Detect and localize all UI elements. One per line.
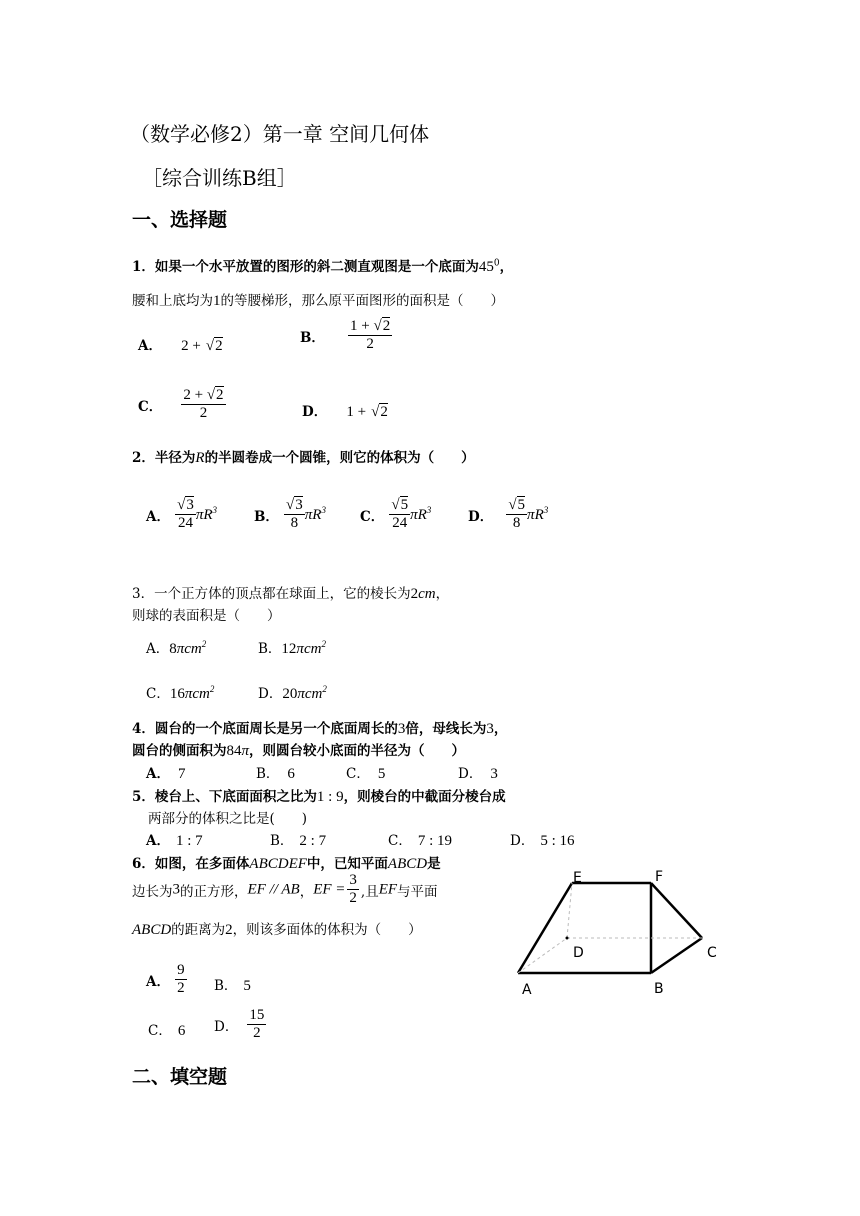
polyhedron-figure <box>500 862 740 1002</box>
label-d: D <box>573 945 584 961</box>
question-3-line2: 则球的表面积是（ ） <box>132 608 281 624</box>
question-3-option-c: C．16πcm$^2$ <box>146 684 215 702</box>
question-6-line2: 边长为3的正方形，EF // AB，EF = $\frac{3}{2}$ ,且EF与平面 <box>132 872 438 907</box>
edge-fc <box>651 883 702 938</box>
question-1-option-a: A． 2 + √2 <box>138 338 223 354</box>
question-4-option-b: B． 6 <box>256 766 295 782</box>
question-6-line3: ABCD的距离为2，则该多面体的体积为（ ） <box>132 922 422 938</box>
question-2-option-b: B． $\frac{√3}{8}$ $\pi R^3$ <box>254 497 326 532</box>
question-6-option-c: C． 6 <box>148 1023 186 1039</box>
question-6-option-a: A． $\frac{9}{2}$ <box>146 962 185 997</box>
question-1-option-b: B． $\frac{1 + √2}{2}$ <box>300 318 391 353</box>
question-3-option-a: A．8πcm$^2$ <box>146 639 207 657</box>
edge-bc <box>651 938 702 973</box>
question-2-option-a: A． $\frac{√3}{24}$ $\pi R^3$ <box>146 497 217 532</box>
question-6-line1: 6．如图，在多面体ABCDEF中，已知平面ABCD是 <box>132 856 441 872</box>
question-1-number: 1． <box>132 259 155 275</box>
question-4-option-d: D． 3 <box>458 766 498 782</box>
question-3-option-d: D．20πcm$^2$ <box>258 684 327 702</box>
question-4-option-a: A． 7 <box>146 766 186 782</box>
question-3-option-b: B．12πcm$^2$ <box>258 639 326 657</box>
label-e: E <box>573 870 582 886</box>
page-subtitle: ［综合训练B组］ <box>142 166 297 190</box>
label-f: F <box>655 869 664 885</box>
question-6-option-b: B． 5 <box>214 978 251 994</box>
question-1-line2: 腰和上底均为1的等腰梯形，那么原平面图形的面积是（ ） <box>132 293 504 309</box>
edge-ae <box>518 883 572 973</box>
question-3-line1: 3．一个正方体的顶点都在球面上，它的棱长为2cm， <box>132 586 450 602</box>
question-1-line1: 1．如果一个水平放置的图形的斜二测直观图是一个底面为$45^0$， <box>132 258 514 275</box>
question-5-option-c: C． 7 : 19 <box>388 833 453 849</box>
question-5-option-b: B． 2 : 7 <box>270 833 327 849</box>
question-4-line2: 圆台的侧面积为84π，则圆台较小底面的半径为（ ） <box>132 743 466 759</box>
label-c: C <box>707 945 717 961</box>
question-5-line2: 两部分的体积之比是( ) <box>148 811 308 827</box>
question-5-option-a: A． 1 : 7 <box>146 833 203 849</box>
hidden-edge-ad <box>518 938 567 973</box>
question-4-line1: 4．圆台的一个底面周长是另一个底面周长的3倍，母线长为3， <box>132 721 508 737</box>
question-5-line1: 5．棱台上、下底面面积之比为1 : 9，则棱台的中截面分棱台成 <box>132 789 506 805</box>
section-heading-fill: 二、填空题 <box>132 1066 228 1088</box>
label-a: A <box>522 982 532 998</box>
question-2-stem: 2．半径为R的半圆卷成一个圆锥，则它的体积为（ ） <box>132 450 475 466</box>
question-2-option-c: C． $\frac{√5}{24}$ $\pi R^3$ <box>360 497 432 532</box>
question-4-option-c: C． 5 <box>346 766 386 782</box>
page-title: （数学必修2）第一章 空间几何体 <box>130 122 430 146</box>
question-2-option-d: D． $\frac{√5}{8}$ $\pi R^3$ <box>468 497 549 532</box>
question-6-option-d: D． $\frac{15}{2}$ <box>214 1007 265 1042</box>
section-heading-choice: 一、选择题 <box>132 209 228 231</box>
label-b: B <box>654 981 664 997</box>
question-5-option-d: D． 5 : 16 <box>510 833 575 849</box>
question-1-option-d: D． 1 + √2 <box>302 404 388 420</box>
question-1-option-c: C． $\frac{2 + √2}{2}$ <box>138 387 224 422</box>
point-d <box>566 937 569 940</box>
